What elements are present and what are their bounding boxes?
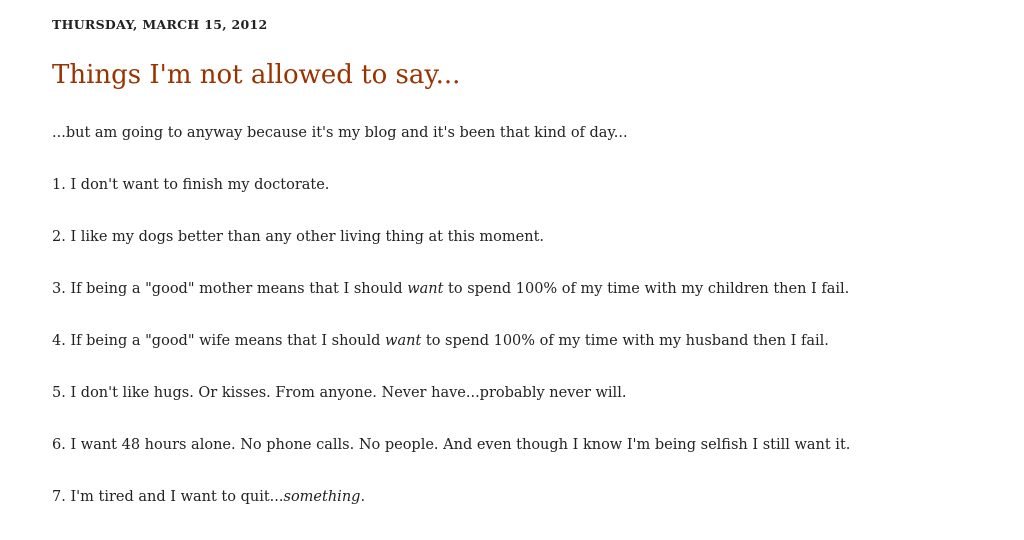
blog-post <box>52 14 1002 505</box>
post-title[interactable]: Things I'm not allowed to say... <box>52 60 461 90</box>
list-item-7-prefix: 7. I'm tired and I want to quit... <box>52 489 284 505</box>
list-item-4 <box>52 330 850 382</box>
list-item-3-emphasis: want <box>407 281 444 297</box>
list-item-4-suffix: to spend 100% of my time with my husband then I fail. <box>421 333 829 349</box>
list-item-4-prefix: 4. If being a "good" wife means that I should <box>52 333 386 349</box>
post-body <box>52 122 850 538</box>
list-item-6: 6. I want 48 hours alone. No phone calls. No people. And even though I know I'm being selfish I still want it. <box>52 437 851 453</box>
list-item-3-prefix: 3. If being a "good" mother means that I should <box>52 281 408 297</box>
list-item-2: 2. I like my dogs better than any other living thing at this moment. <box>52 229 545 245</box>
list-item-7 <box>52 486 850 538</box>
list-item-4-emphasis: want <box>385 333 422 349</box>
list-item-1: 1. I don't want to finish my doctorate. <box>52 177 330 193</box>
list-item-3-suffix: to spend 100% of my time with my children then I fail. <box>443 281 850 297</box>
list-item-5: 5. I don't like hugs. Or kisses. From anyone. Never have...probably never will. <box>52 385 627 401</box>
list-item-7-suffix: . <box>360 489 366 505</box>
post-intro: ...but am going to anyway because it's my blog and it's been that kind of day... <box>52 125 628 141</box>
date-header: THURSDAY, MARCH 15, 2012 <box>52 17 268 32</box>
list-item-3 <box>52 278 850 330</box>
list-item-7-emphasis: something <box>283 489 361 505</box>
